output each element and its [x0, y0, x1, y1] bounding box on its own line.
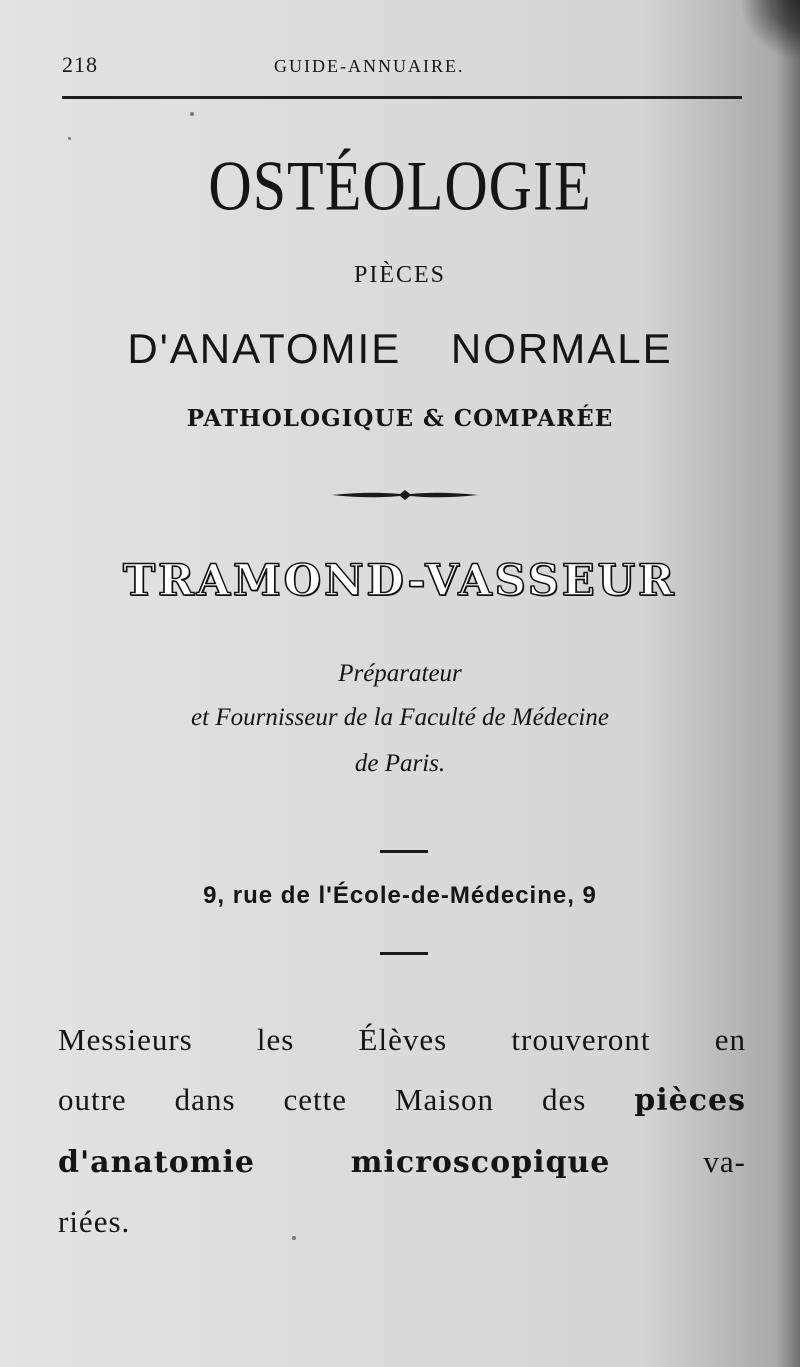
- separator-rule-1: [380, 850, 428, 853]
- paper-speck: [292, 1236, 296, 1240]
- role-line-2: et Fournisseur de la Faculté de Médecine: [191, 704, 609, 731]
- paragraph-line-1: Messieurs les Élèves trouveront en: [58, 1022, 746, 1057]
- paragraph-line-4: riées.: [58, 1204, 131, 1239]
- advert-subtitle: PIÈCES: [353, 262, 446, 288]
- company-name: TRAMOND-VASSEUR: [123, 556, 677, 606]
- page-header: [62, 48, 744, 88]
- paragraph-line-2-bold: pièces: [634, 1083, 746, 1118]
- paragraph-line-2: [58, 1082, 746, 1118]
- paper-speck: [190, 112, 194, 116]
- paragraph-line-3: [58, 1144, 746, 1180]
- paragraph-line-3-bold: d'anatomie microscopique: [58, 1145, 611, 1180]
- running-head: GUIDE-ANNUAIRE.: [274, 56, 465, 76]
- advert-heading: D'ANATOMIE NORMALE: [127, 325, 673, 372]
- paragraph-line-3-text: va-: [703, 1144, 746, 1179]
- paragraph-line-2-text: outre dans cette Maison des: [58, 1082, 587, 1117]
- advert-title: OSTÉOLOGIE: [208, 146, 592, 225]
- advert-subheading: PATHOLOGIQUE & COMPARÉE: [186, 405, 614, 432]
- fleuron-ornament: [330, 488, 480, 502]
- role-line-1: Préparateur: [338, 660, 462, 687]
- header-rule: [62, 96, 742, 99]
- separator-rule-2: [380, 952, 428, 955]
- page-corner-shadow: [740, 0, 800, 60]
- page-number: 218: [62, 52, 98, 77]
- paper-speck: [68, 137, 71, 140]
- role-line-3: de Paris.: [354, 750, 446, 777]
- address: 9, rue de l'École-de-Médecine, 9: [203, 882, 597, 909]
